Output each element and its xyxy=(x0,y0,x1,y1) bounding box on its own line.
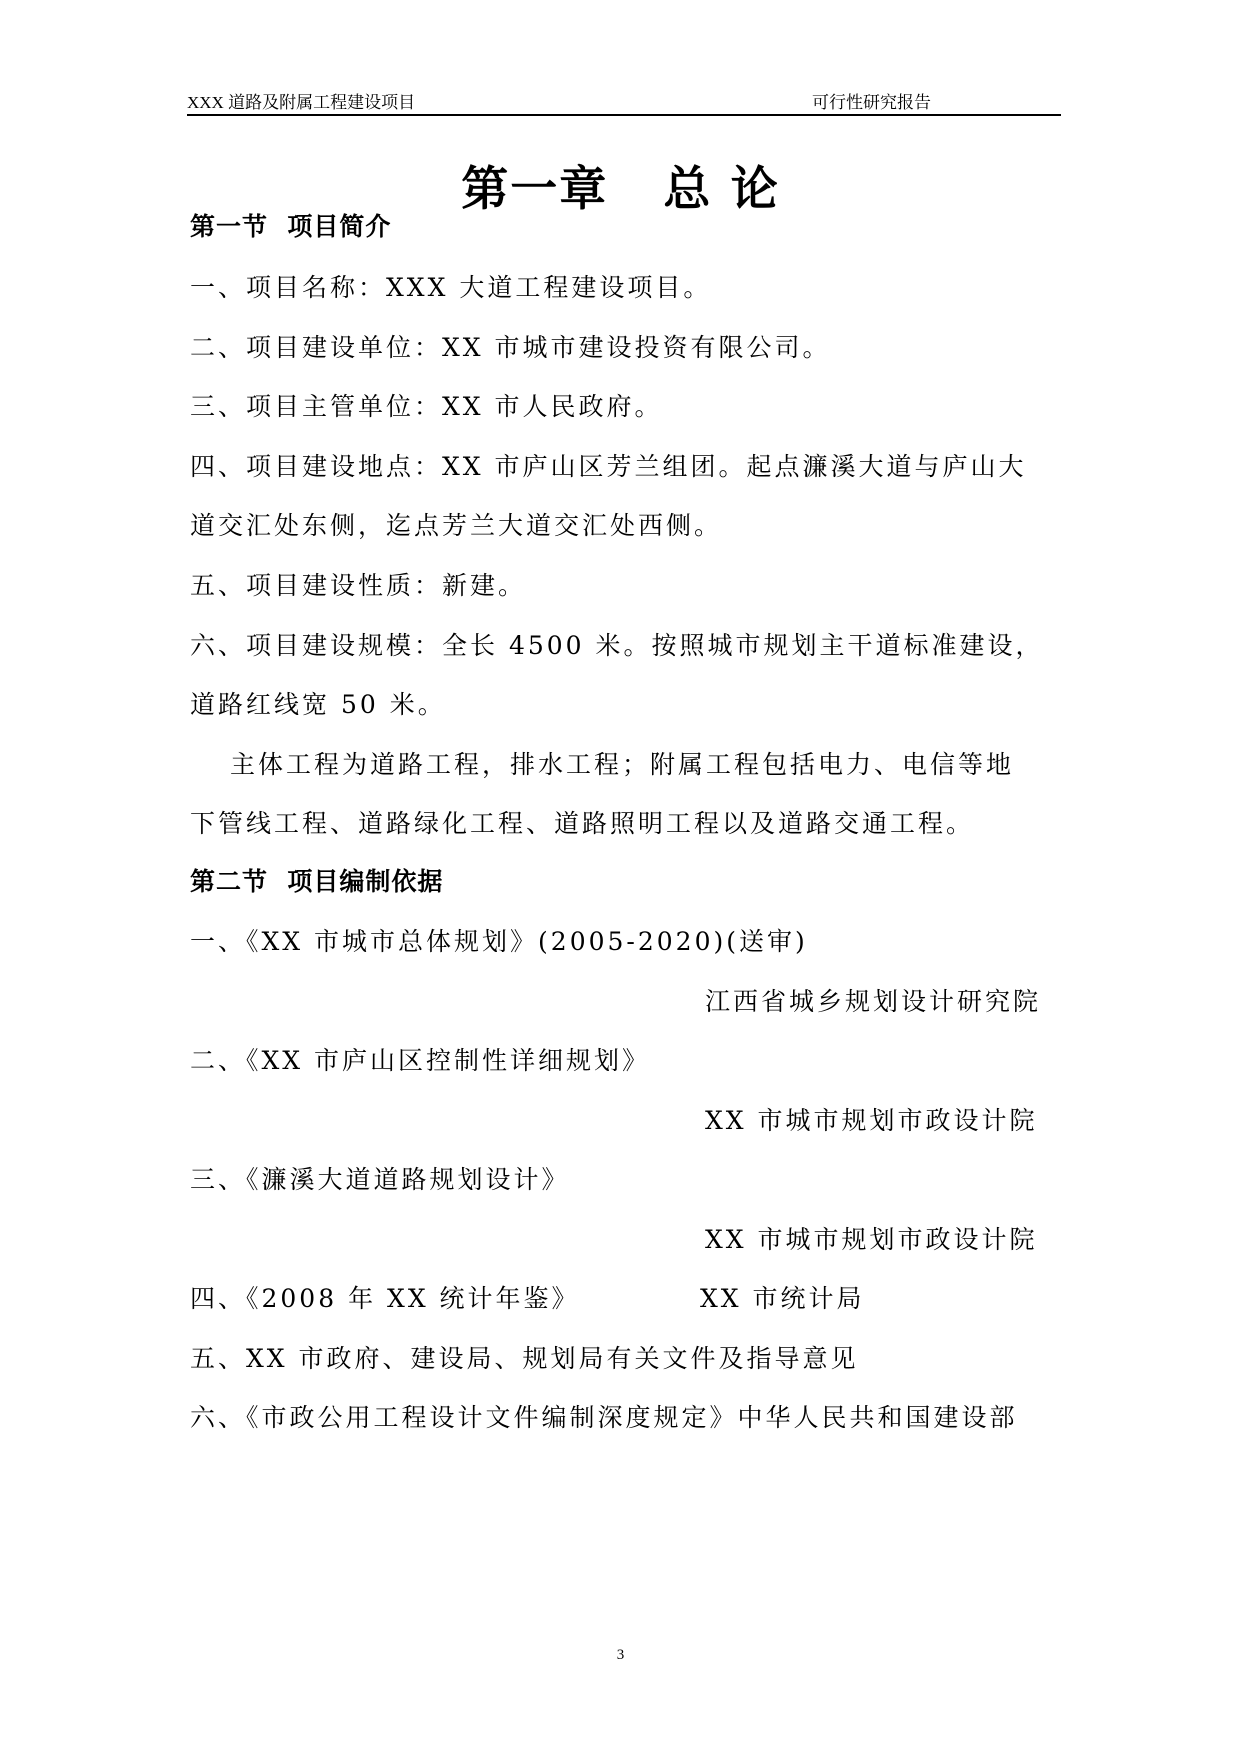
page-number: 3 xyxy=(616,1647,625,1663)
basis-ref-4-org: XX 市统计局 xyxy=(700,1284,865,1313)
project-item-scale: 六、项目建设规模：全长 4500 米。按照城市规划主干道标准建设， xyxy=(190,631,1044,660)
page-header xyxy=(187,86,1061,116)
project-item-scale-cont: 道路红线宽 50 米。 xyxy=(190,690,446,719)
basis-ref-6: 六、《市政公用工程设计文件编制深度规定》中华人民共和国建设部 xyxy=(190,1403,1018,1432)
project-scope-paragraph-cont: 下管线工程、道路绿化工程、道路照明工程以及道路交通工程。 xyxy=(190,809,975,838)
chapter-title: 第一章 总 论 xyxy=(461,162,780,217)
section-title-basis: 第二节 项目编制依据 xyxy=(190,867,444,896)
basis-ref-4: 四、《2008 年 XX 统计年鉴》 xyxy=(190,1284,580,1313)
project-item-name: 一、项目名称：XXX 大道工程建设项目。 xyxy=(190,273,712,302)
project-item-builder: 二、项目建设单位：XX 市城市建设投资有限公司。 xyxy=(190,333,831,362)
basis-ref-3: 三、《濂溪大道道路规划设计》 xyxy=(190,1165,570,1194)
header-project-name: XXX 道路及附属工程建设项目 xyxy=(187,93,416,112)
basis-ref-5: 五、XX 市政府、建设局、规划局有关文件及指导意见 xyxy=(190,1344,859,1373)
basis-ref-1: 一、《XX 市城市总体规划》(2005-2020)(送审) xyxy=(190,927,808,956)
project-item-location-cont: 道交汇处东侧，迄点芳兰大道交汇处西侧。 xyxy=(190,511,723,540)
project-scope-paragraph: 主体工程为道路工程，排水工程；附属工程包括电力、电信等地 xyxy=(230,750,1015,779)
basis-ref-3-org: XX 市城市规划市政设计院 xyxy=(705,1225,1038,1254)
section-title-project-intro: 第一节 项目简介 xyxy=(190,212,392,241)
basis-ref-2-org: XX 市城市规划市政设计院 xyxy=(705,1106,1038,1135)
basis-ref-2: 二、《XX 市庐山区控制性详细规划》 xyxy=(190,1046,651,1075)
basis-ref-1-org: 江西省城乡规划设计研究院 xyxy=(705,987,1042,1016)
project-item-authority: 三、项目主管单位：XX 市人民政府。 xyxy=(190,392,663,421)
project-item-nature: 五、项目建设性质：新建。 xyxy=(190,571,527,600)
header-report-type: 可行性研究报告 xyxy=(812,93,931,112)
project-item-location: 四、项目建设地点：XX 市庐山区芳兰组团。起点濂溪大道与庐山大 xyxy=(190,452,1027,481)
